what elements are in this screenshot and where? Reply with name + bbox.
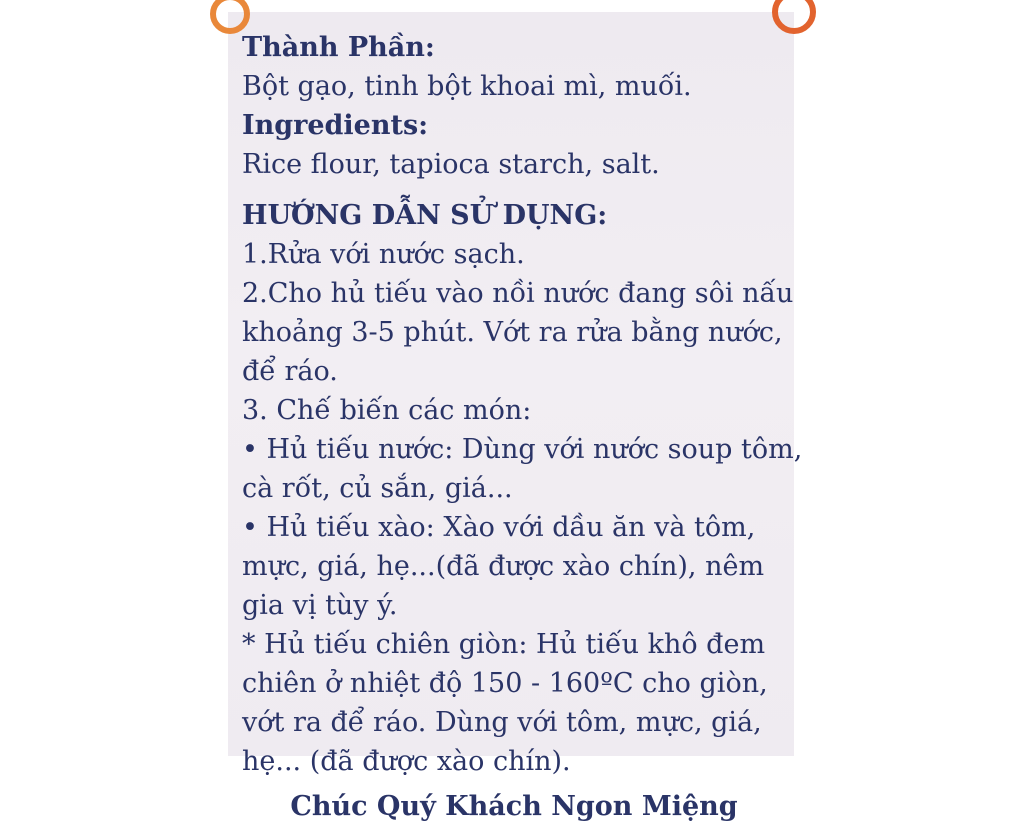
ingredients-en-heading: Ingredients: [242,110,429,141]
instruction-line: chiên ở nhiệt độ 150 - 160ºC cho giòn, [242,668,768,699]
instruction-line: * Hủ tiếu chiên giòn: Hủ tiếu khô đem [242,629,766,660]
instruction-line: 2.Cho hủ tiếu vào nồi nước đang sôi nấu [242,278,794,309]
instruction-line: gia vị tùy ý. [242,590,398,621]
ingredients-vi-text: Bột gạo, tinh bột khoai mì, muối. [242,71,692,102]
instruction-line: • Hủ tiếu nước: Dùng với nước soup tôm, [242,434,803,465]
instruction-line: khoảng 3-5 phút. Vớt ra rửa bằng nước, [242,317,783,348]
instruction-line: 1.Rửa với nước sạch. [242,239,525,270]
instruction-line: hẹ... (đã được xào chín). [242,746,571,777]
ingredients-vi-heading: Thành Phần: [242,32,435,63]
instructions-heading: HƯỚNG DẪN SỬ DỤNG: [242,200,608,231]
instruction-line: vớt ra để ráo. Dùng với tôm, mực, giá, [242,707,762,738]
instruction-line: 3. Chế biến các món: [242,395,532,426]
label-text [242,28,803,826]
instruction-line: mực, giá, hẹ...(đã được xào chín), nêm [242,551,765,582]
closing-message: Chúc Quý Khách Ngon Miệng [290,791,738,822]
ingredients-en-text: Rice flour, tapioca starch, salt. [242,149,660,180]
instruction-line: cà rốt, củ sắn, giá... [242,473,513,504]
instruction-line: để ráo. [242,356,338,387]
instruction-line: • Hủ tiếu xào: Xào với dầu ăn và tôm, [242,512,756,543]
package-label [228,12,803,822]
